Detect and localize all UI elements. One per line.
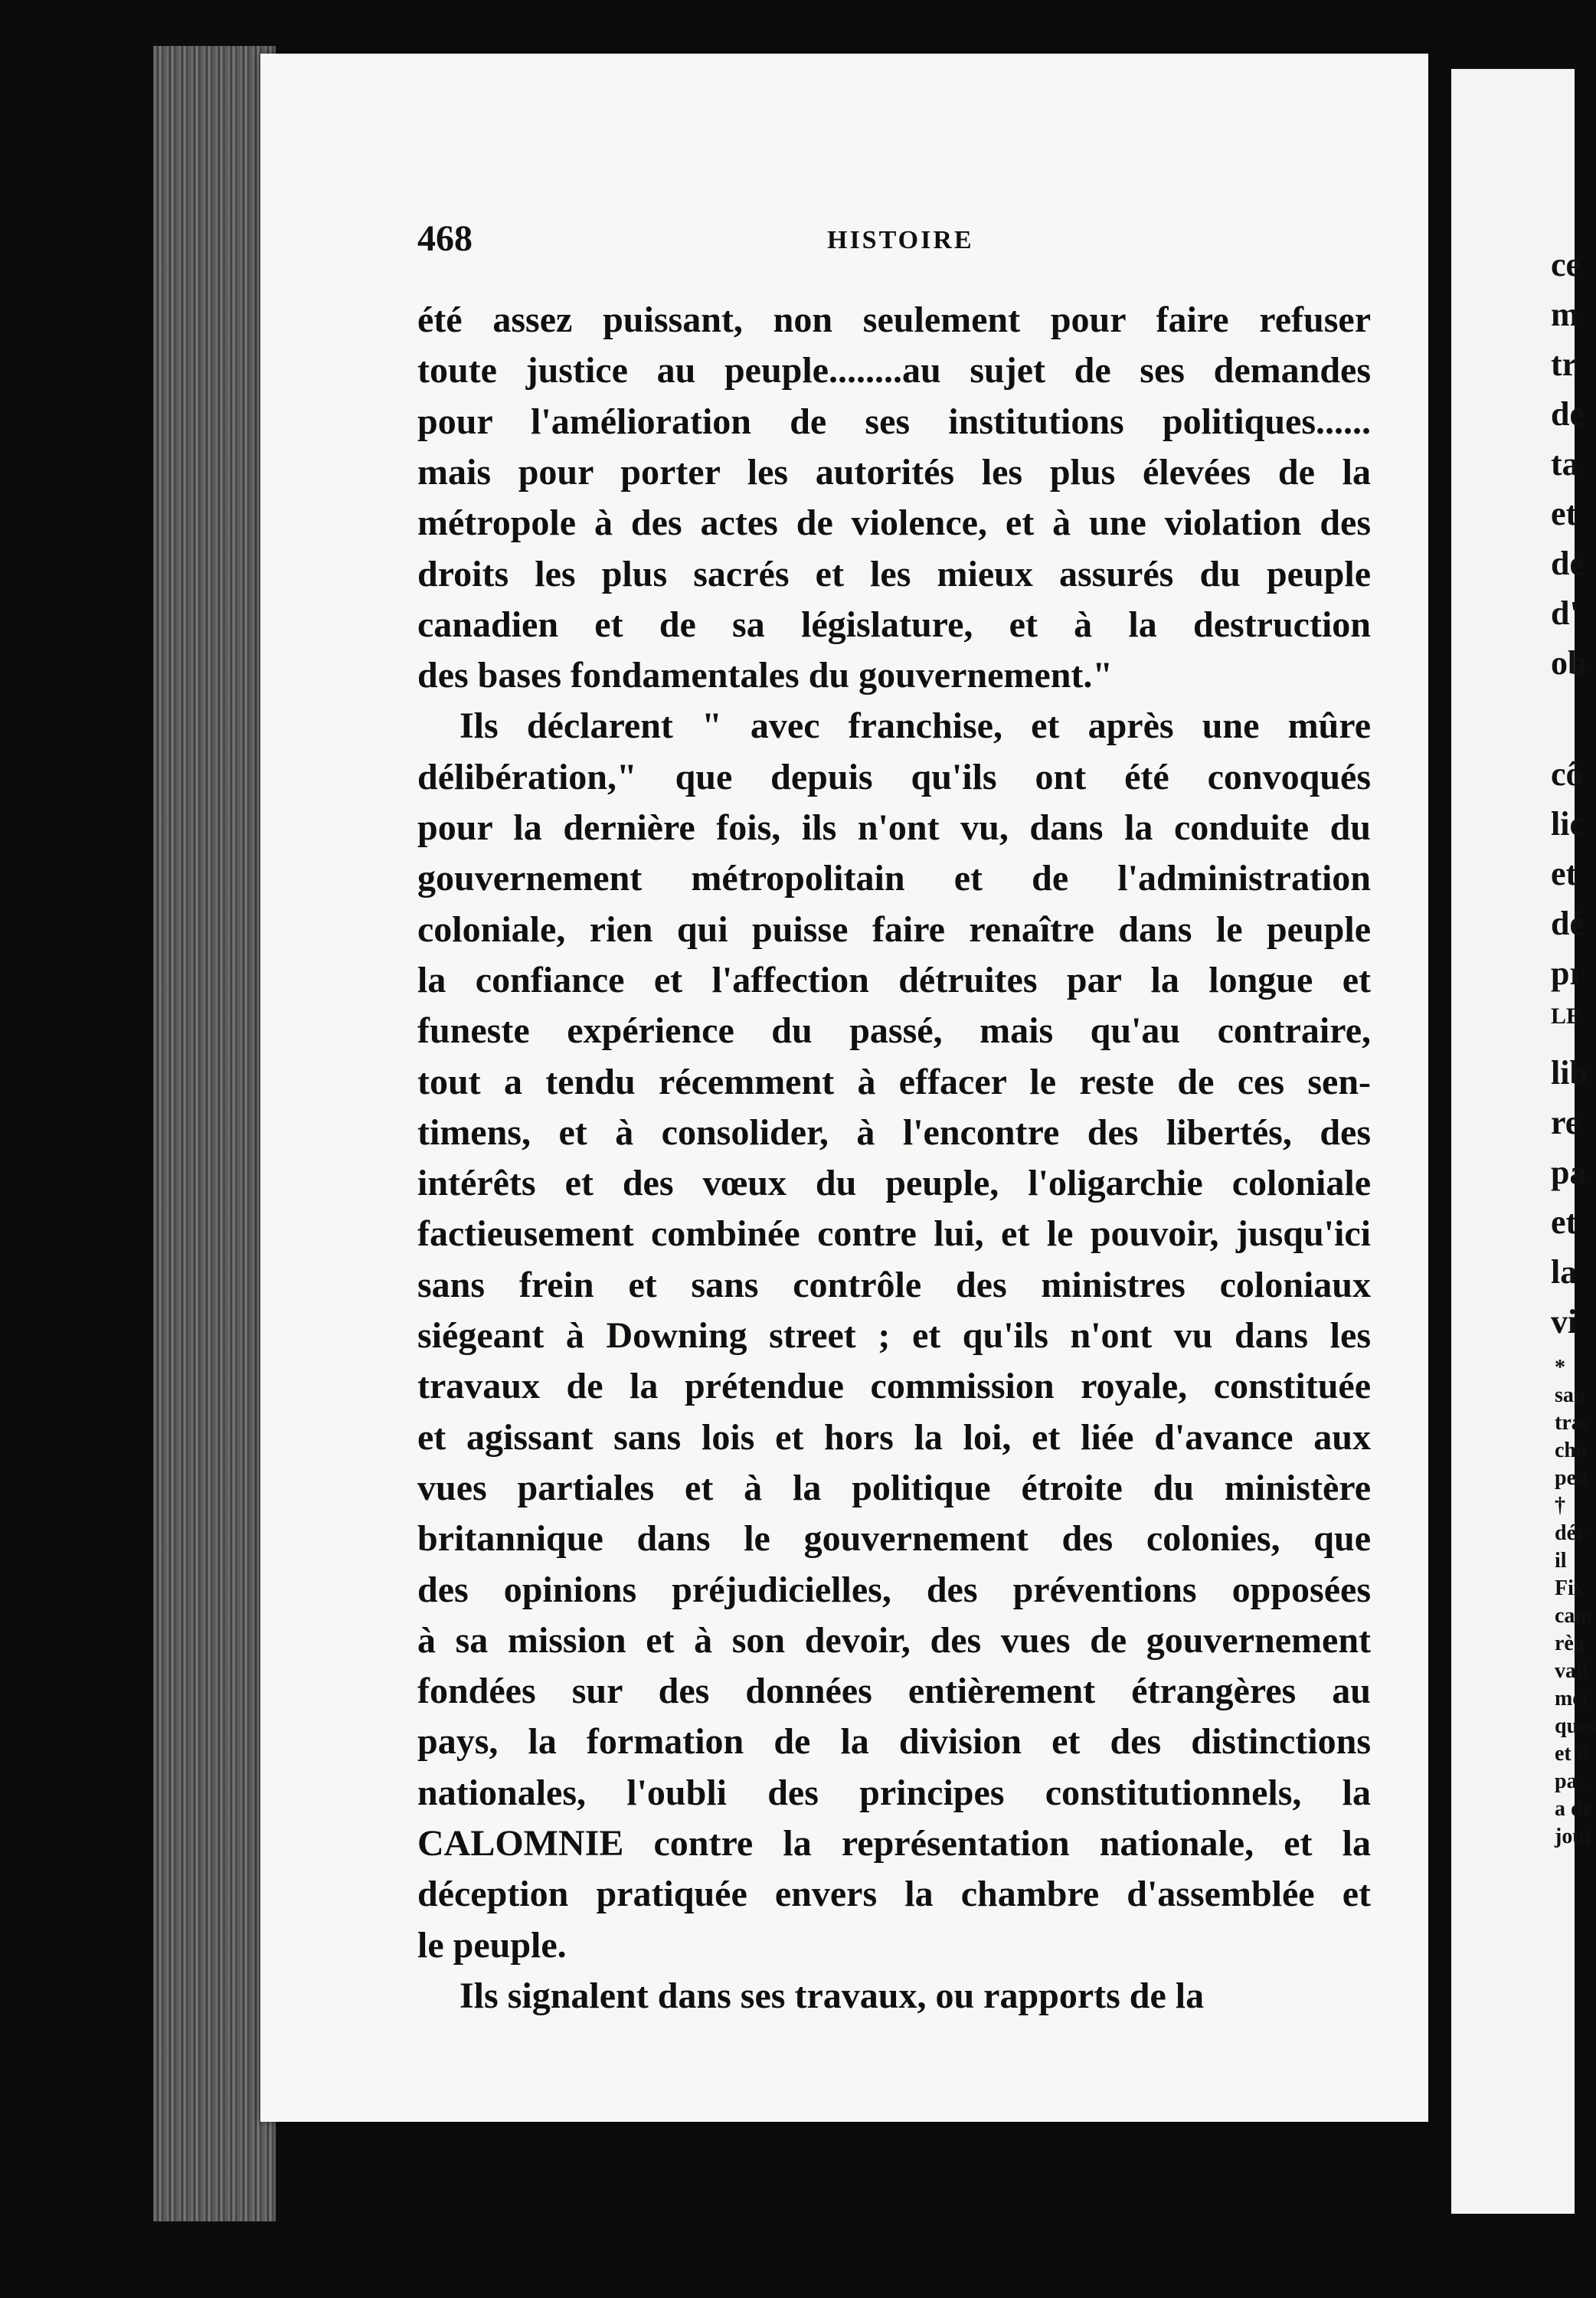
text-line: des opinions préjudicielles, des préventions opposées [417, 1569, 1371, 1610]
text-line: funeste expérience du passé, mais qu'au contraire, [417, 1010, 1371, 1052]
facing-page-line: ce [1551, 246, 1581, 283]
text-line: le peuple. [417, 1924, 567, 1966]
text-line: tout a tendu récemment à effacer le reste de ces sen- [417, 1061, 1371, 1102]
facing-page-footnote: Fix [1555, 1576, 1585, 1600]
text-line: et agissant sans lois et hors la loi, et liée d'avance aux [417, 1416, 1371, 1458]
text-line: pays, la formation de la division et des distinctions [417, 1721, 1371, 1763]
facing-page-footnote: règ [1555, 1632, 1585, 1655]
facing-page-line: LE [1551, 1003, 1582, 1029]
facing-page-line: de [1551, 545, 1585, 582]
text-line: siégeant à Downing street ; et qu'ils n'ont vu dans les [417, 1315, 1371, 1356]
page-edges [153, 46, 276, 2221]
text-line: Ils déclarent " avec franchise, et après une mûre [460, 705, 1371, 747]
text-line: timens, et à consolider, à l'encontre des libertés, des [417, 1111, 1371, 1153]
facing-page-line: tr [1551, 345, 1578, 383]
facing-page-line: pa [1551, 1154, 1587, 1191]
facing-page-line: lib [1551, 1054, 1588, 1092]
facing-page-line: de [1551, 395, 1585, 433]
text-line: factieusement combinée contre lui, et le pouvoir, jusqu'ici [417, 1213, 1371, 1255]
facing-page-footnote: † [1555, 1494, 1565, 1517]
text-line: déception pratiquée envers la chambre d'assemblée et [417, 1874, 1371, 1915]
text-line: droits les plus sacrés et les mieux assurés du peuple [417, 553, 1371, 594]
facing-page-line: ob [1551, 644, 1587, 682]
text-line: toute justice au peuple........au sujet de ses demandes [417, 350, 1371, 391]
page-number: 468 [417, 218, 473, 259]
text-line: sans frein et sans contrôle des ministres coloniaux [417, 1264, 1371, 1305]
facing-page-line: d' [1551, 594, 1579, 632]
facing-page-footnote: dér [1555, 1521, 1586, 1545]
facing-page-line: et [1551, 1203, 1578, 1241]
facing-page-footnote: et d [1555, 1742, 1589, 1766]
facing-page-footnote: pas [1555, 1769, 1586, 1793]
facing-page-line: dé [1551, 905, 1585, 942]
facing-page-line: vi [1551, 1303, 1578, 1340]
text-line: fondées sur des données entièrement étrangères au [417, 1671, 1371, 1712]
facing-page-line: lic [1551, 805, 1585, 843]
facing-page-footnote: cho [1555, 1439, 1587, 1462]
text-line: canadien et de sa législature, et à la destruction [417, 604, 1371, 645]
facing-page-line: et [1551, 495, 1578, 532]
facing-page-footnote: il [1555, 1549, 1567, 1573]
text-line: délibération," que depuis qu'ils ont été convoqués [417, 756, 1371, 797]
facing-page-line: cô [1551, 755, 1583, 793]
text-line: métropole à des actes de violence, et à une violation des [417, 502, 1371, 544]
facing-page-footnote: a de [1555, 1797, 1592, 1821]
text-line: mais pour porter les autorités les plus élevées de la [417, 451, 1371, 493]
text-line: été assez puissant, non seulement pour faire refuser [417, 300, 1371, 340]
text-line: la confiance et l'affection détruites par la longue et [417, 959, 1371, 1000]
text-line: CALOMNIE contre la représentation nationale, et la [417, 1823, 1371, 1864]
text-line: des bases fondamentales du gouvernement." [417, 655, 1114, 696]
text-line: travaux de la prétendue commission royale, constituée [417, 1366, 1371, 1407]
text-line: pour l'amélioration de ses institutions politiques...... [417, 401, 1371, 442]
facing-page-line: la [1551, 1253, 1578, 1291]
facing-page-footnote: san [1555, 1383, 1586, 1407]
facing-page-footnote: * [1555, 1356, 1565, 1380]
text-line: pour la dernière fois, ils n'ont vu, dans la conduite du [417, 807, 1371, 848]
text-line: nationales, l'oubli des principes constitutionnels, la [417, 1772, 1371, 1813]
running-head: HISTOIRE [827, 226, 974, 254]
facing-page-line: ta [1551, 445, 1579, 483]
facing-page-footnote: ques [1555, 1714, 1596, 1738]
facing-page-footnote: trac [1555, 1411, 1592, 1435]
text-line: intérêts et des vœux du peuple, l'oligarchie coloniale [417, 1163, 1371, 1204]
facing-page-line: et [1551, 855, 1578, 892]
text-line: coloniale, rien qui puisse faire renaître dans le peuple [417, 908, 1371, 950]
facing-page-fragment [1451, 69, 1596, 2214]
facing-page-line: pr [1551, 954, 1585, 992]
facing-page-line: m [1551, 296, 1579, 333]
facing-page-footnote: cam [1555, 1604, 1593, 1628]
facing-page-footnote: peu [1555, 1466, 1588, 1490]
text-line: à sa mission et à son devoir, des vues de gouvernement [417, 1619, 1371, 1661]
facing-page-footnote: mer [1555, 1687, 1592, 1710]
facing-page-line: re [1551, 1104, 1581, 1141]
text-line: vues partiales et à la politique étroite du ministère [417, 1467, 1371, 1508]
text-line: gouvernement métropolitain et de l'administration [417, 858, 1371, 899]
text-line: Ils signalent dans ses travaux, ou rapports de la [460, 1975, 1205, 2016]
facing-page-footnote: joui [1555, 1825, 1591, 1848]
facing-page-footnote: vail [1555, 1659, 1588, 1683]
text-line: britannique dans le gouvernement des colonies, que [417, 1518, 1371, 1560]
